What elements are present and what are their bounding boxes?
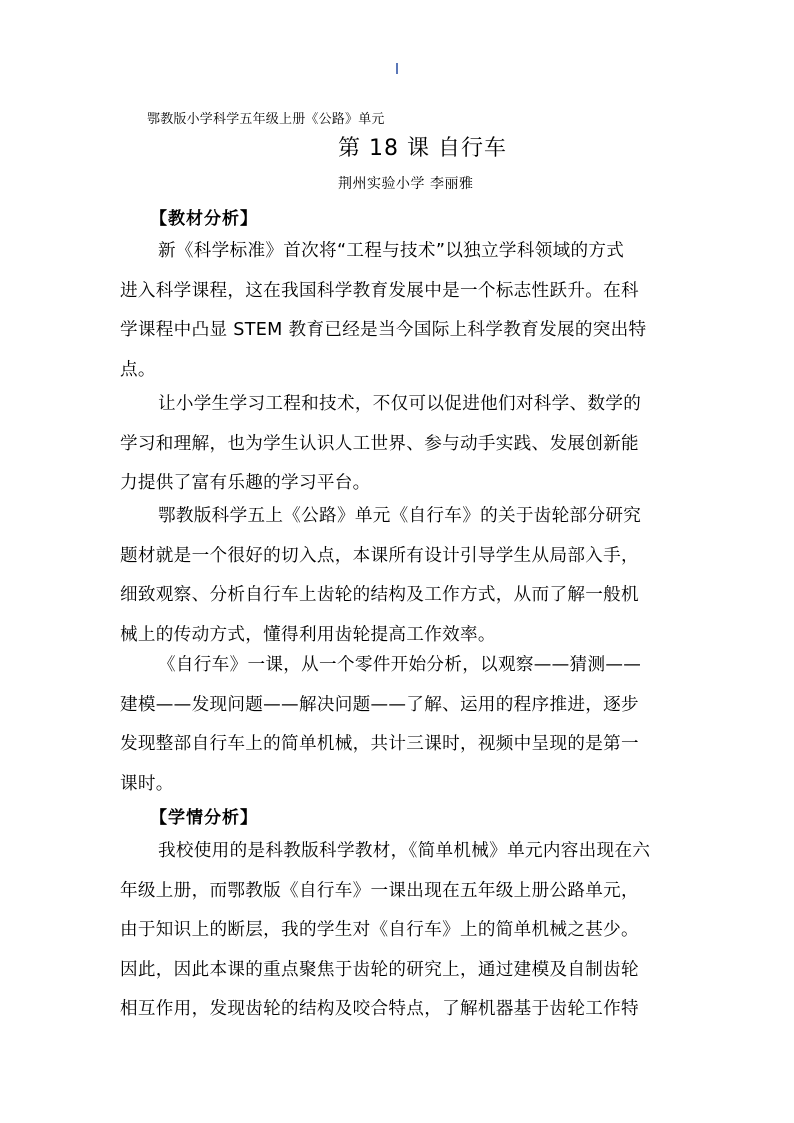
paragraph-3: [120, 497, 680, 655]
paragraph-line: 建模——发现问题——解决问题——了解、运用的程序推进，逐步: [120, 694, 639, 715]
paragraph-line: 进入科学课程，这在我国科学教育发展中是一个标志性跃升。在科: [120, 280, 639, 301]
paragraph-1: [120, 232, 680, 390]
paragraph-line: 械上的传动方式，懂得利用齿轮提高工作效率。: [120, 624, 496, 645]
paragraph-line: 新《科学标准》首次将“工程与技术”以独立学科领域的方式: [158, 241, 625, 261]
section-heading-textbook-analysis: 【教材分析】: [150, 209, 258, 229]
paragraph-line: 点。: [120, 359, 156, 380]
paragraph-line: 学习和理解，也为学生认识人工世界、参与动手实践、发展创新能: [120, 433, 639, 454]
author-line: 荆州实验小学 李丽雅: [338, 176, 474, 192]
paragraph-line: 力提供了富有乐趣的学习平台。: [120, 473, 371, 493]
paragraph-line: 由于知识上的断层，我的学生对《自行车》上的简单机械之甚少。: [120, 920, 639, 940]
paragraph-line: 学课程中凸显 STEM 教育已经是当今国际上科学教育发展的突出特: [120, 320, 647, 340]
paragraph-line: 相互作用，发现齿轮的结构及咬合特点，了解机器基于齿轮工作特: [120, 999, 639, 1019]
paragraph-line: 发现整部自行车上的简单机械，共计三课时，视频中呈现的是第一: [120, 734, 639, 754]
section-heading-learner-analysis: 【学情分析】: [150, 808, 258, 828]
paragraph-line: 细致观察、分析自行车上齿轮的结构及工作方式，从而了解一般机: [120, 585, 639, 605]
paragraph-line: 年级上册，而鄂教版《自行车》一课出现在五年级上册公路单元，: [120, 880, 639, 901]
paragraph-line: 我校使用的是科教版科学教材，《简单机械》单元内容出现在六: [158, 841, 651, 861]
lesson-title: 第 18 课 自行车: [338, 136, 507, 161]
paragraph-line: 课时。: [120, 773, 174, 794]
text-cursor-mark: [396, 63, 398, 74]
paragraph-line: 鄂教版科学五上《公路》单元《自行车》的关于齿轮部分研究: [158, 506, 642, 526]
unit-line: 鄂教版小学科学五年级上册《公路》单元: [147, 112, 385, 127]
paragraph-2: [120, 385, 680, 504]
paragraph-4: [120, 646, 680, 804]
paragraph-line: 因此，因此本课的重点聚焦于齿轮的研究上，通过建模及自制齿轮: [120, 959, 639, 980]
paragraph-line: 让小学生学习工程和技术，不仅可以促进他们对科学、数学的: [158, 394, 642, 414]
paragraph-line: 《自行车》一课，从一个零件开始分析，以观察——猜测——: [158, 655, 642, 675]
paragraph-line: 题材就是一个很好的切入点，本课所有设计引导学生从局部入手，: [120, 545, 639, 566]
paragraph-5: [120, 832, 680, 1030]
